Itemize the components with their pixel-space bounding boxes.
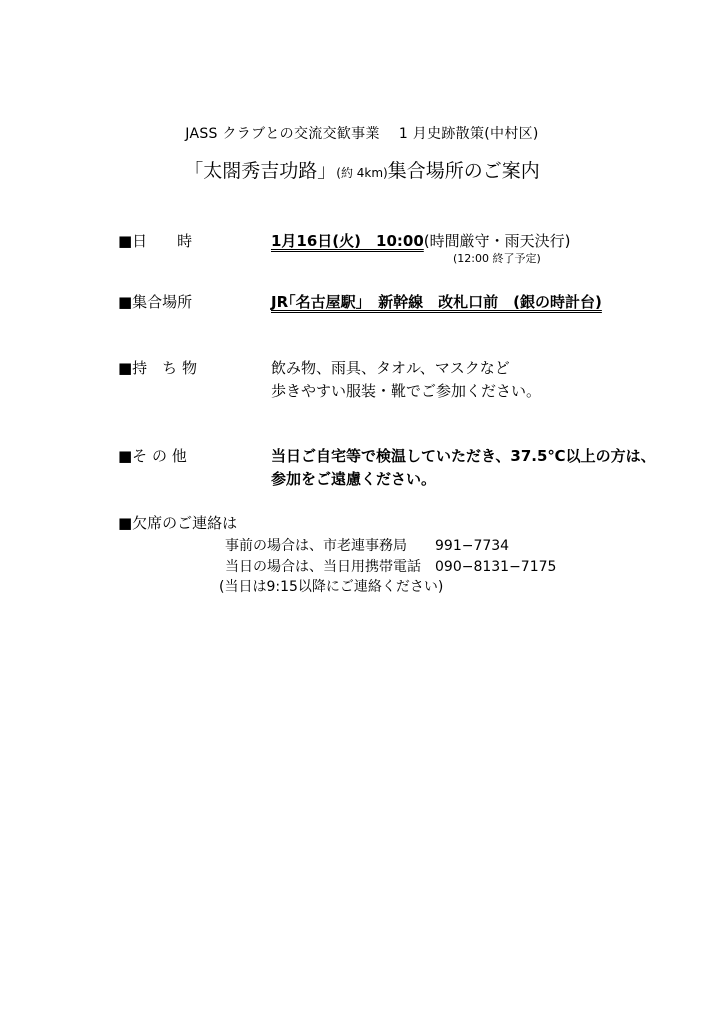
absence-contact-line-1: 事前の場合は、市老連事務局 991−7734 [225,538,510,554]
other-line-1: 当日ご自宅等で検温していただき、37.5℃以上の方は、 [271,447,656,465]
meeting-place-value: JR｢名古屋駅｣ 新幹線 改札口前 (銀の時計台) [271,293,602,311]
end-time-note: (12:00 終了予定) [453,252,541,265]
title-distance: (約 4km) [336,166,388,180]
belongings-label: ■持 ち 物 [118,359,197,377]
absence-contact-line-3: (当日は9:15以降にご連絡ください) [219,579,444,595]
absence-contact-line-2: 当日の場合は、当日用携帯電話 090−8131−7175 [225,559,557,575]
title-suffix: 集合場所のご案内 [387,160,540,182]
datetime-row [271,230,571,251]
event-header: JASS クラブとの交流交歓事業 1 月史跡散策(中村区) [185,126,539,142]
other-label: ■そ の 他 [118,447,187,465]
belongings-line-1: 飲み物、雨具、タオル、マスクなど [271,359,510,377]
absence-label: ■欠席のご連絡は [118,514,238,532]
meeting-place-label: ■集合場所 [118,293,193,311]
datetime-label: ■日 時 [118,232,193,250]
other-line-2: 参加をご遠慮ください。 [271,470,437,488]
belongings-line-2: 歩きやすい服装・靴でご参加ください。 [271,382,542,400]
datetime-value: 1月16日(火) 10:00 [271,232,424,250]
title-main: 「太閤秀吉功路」 [184,160,337,182]
datetime-note: (時間厳守・雨天決行) [423,232,571,250]
document-title [0,156,724,183]
